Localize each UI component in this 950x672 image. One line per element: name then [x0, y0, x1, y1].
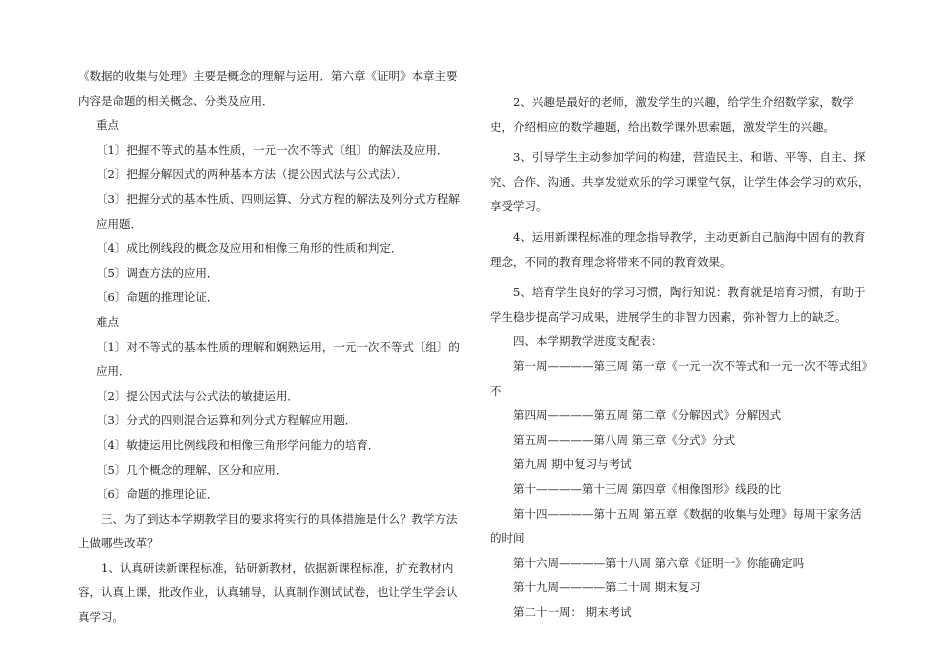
- schedule-row-7: 第十六周————第十八周 第六章《证明一》你能确定吗: [513, 555, 805, 570]
- difficulty-4: 〔4〕敏捷运用比例线段和相像三角形学问能力的培育．: [96, 437, 380, 452]
- key-point-4: 〔4〕成比例线段的概念及应用和相像三角形的性质和判定．: [96, 241, 403, 256]
- schedule-row-5: 第十————第十三周 第四章《相像图形》线段的比: [513, 481, 782, 496]
- schedule-row-6: 第十四————第十五周 第五章《数据的收集与处理》每周干家务活的时间: [490, 506, 862, 546]
- schedule-row-8: 第十九周————第二十周 期末复习: [513, 580, 701, 595]
- measure-4: 4、运用新课程标准的理念指导教学，主动更新自己脑海中固有的教育理念，不同的教育理念将带来不同的教育效果。: [490, 229, 866, 269]
- key-point-2: 〔2〕把握分解因式的两种基本方法（提公因式法与公式法）．: [96, 167, 409, 182]
- section-three-question: 三、为了到达本学期教学目的要求将实行的具体措施是什么？教学方法上做哪些改革？: [78, 511, 458, 551]
- section-heading-key-points: 重点: [96, 118, 119, 133]
- schedule-row-4: 第九周 期中复习与考试: [513, 457, 632, 472]
- section-heading-difficulties: 难点: [96, 314, 119, 329]
- schedule-row-3: 第五周————第八周 第三章《分式》分式: [513, 432, 736, 447]
- difficulty-6: 〔6〕命题的推理论证．: [96, 487, 219, 502]
- difficulty-1: 〔1〕对不等式的基本性质的理解和娴熟运用，一元一次不等式〔组〕的应用．: [96, 339, 460, 379]
- schedule-heading: 四、本学期教学进度支配表：: [513, 334, 663, 349]
- difficulty-5: 〔5〕几个概念的理解、区分和应用．: [96, 462, 288, 477]
- schedule-row-1: 第一周————第三周 第一章《一元一次不等式和一元一次不等式组》不: [490, 358, 868, 398]
- measure-3: 3、引导学生主动参加学问的构建，营造民主、和谐、平等、自主、探究、合作、沟通、共享发觉欢乐的学习课堂气氛，让学生体会学习的欢乐，享受学习。: [490, 150, 870, 214]
- key-point-5: 〔5〕调查方法的应用．: [96, 265, 219, 280]
- measure-1: 1、认真研读新课程标准，钻研新教材，依据新课程标准，扩充教材内容，认真上课，批改作业，认真辅导，认真制作测试试卷，也让学生学会认真学习。: [78, 560, 458, 625]
- left-column: [78, 64, 460, 630]
- measure-2: 2、兴趣是最好的老师，激发学生的兴趣，给学生介绍数学家，数学史，介绍相应的数学趣题，给出数学课外思索题，激发学生的兴趣。: [490, 95, 854, 134]
- key-point-3: 〔3〕把握分式的基本性质、四则运算、分式方程的解法及列分式方程解应用题．: [96, 191, 460, 231]
- schedule-row-9: 第二十一周： 期末考试: [513, 604, 632, 619]
- measure-5: 5、培育学生良好的学习习惯，陶行知说：教育就是培育习惯，有助于学生稳步提高学习成果，进展学生的非智力因素，弥补智力上的缺乏。: [490, 285, 866, 324]
- left-para-0: 《数据的收集与处理》主要是概念的理解与运用．第六章《证明》本章主要内容是命题的相关概念、分类及应用．: [78, 69, 458, 108]
- difficulty-3: 〔3〕分式的四则混合运算和列分式方程解应用题．: [96, 413, 357, 428]
- key-point-1: 〔1〕把握不等式的基本性质，一元一次不等式〔组〕的解法及应用．: [96, 142, 449, 157]
- right-column: [490, 90, 872, 624]
- schedule-row-2: 第四周————第五周 第二章《分解因式》分解因式: [513, 408, 782, 423]
- difficulty-2: 〔2〕提公因式法与公式法的敏捷运用．: [96, 388, 299, 403]
- key-point-6: 〔6〕命题的推理论证．: [96, 290, 219, 305]
